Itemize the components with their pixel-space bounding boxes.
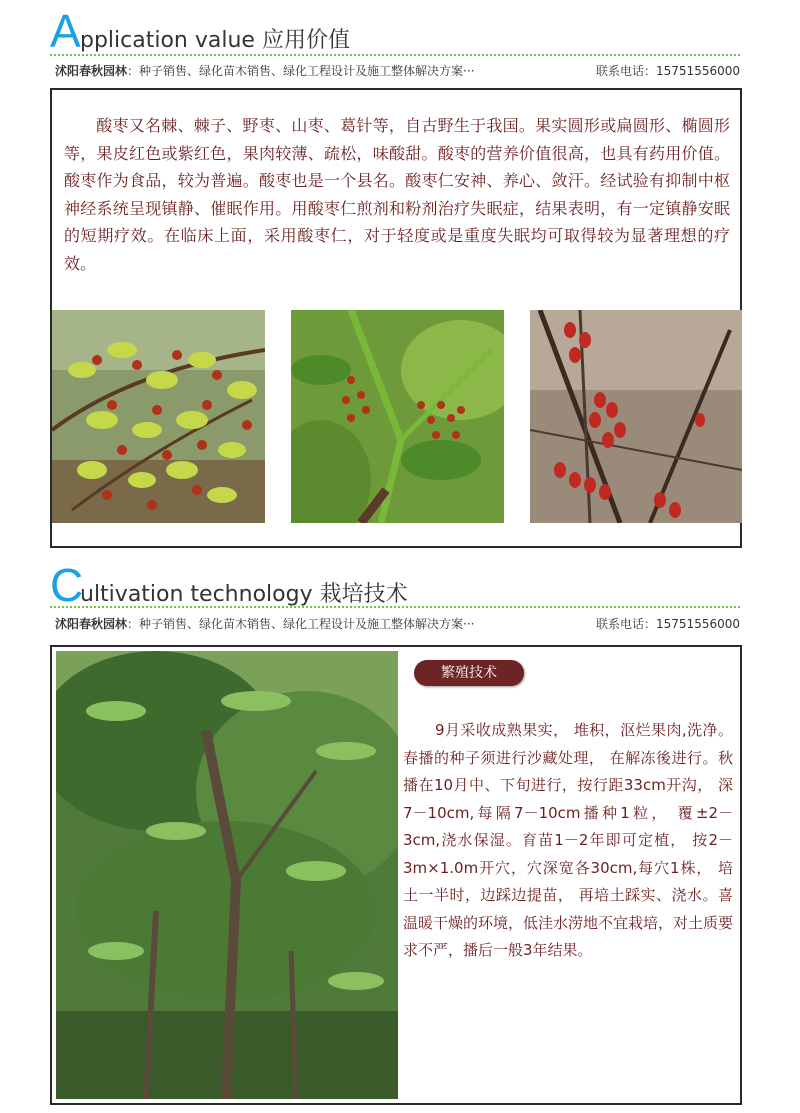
- jujube-branch-photo: [52, 310, 265, 523]
- cultivation-paragraph: [403, 717, 733, 965]
- dotted-divider: [50, 606, 740, 608]
- application-value-box: [50, 88, 742, 548]
- cultivation-box: [50, 645, 742, 1105]
- cultivation-text: 9月采收成熟果实， 堆积，沤烂果肉,洗净。春播的种子须进行沙藏处理， 在解冻後进行。秋播在10月中、下旬进行，按行距33cm开沟， 深7－10cm,每隔7－10cm播种1粒， 覆±2－3cm,浇水保湿。育苗1－2年即可定植， 按2－3m×1.0m开穴，穴深宽各30cm,每穴1株， 培土一半时，边踩边提苗， 再培土踩实、浇水。喜温暖干燥的环境，低洼水涝地不宜栽培，对土质要求不严，播后一般3年结果。: [403, 721, 734, 959]
- contact-phone: 联系电话：15751556000: [596, 617, 740, 631]
- company-services: ：种子销售、绿化苗木销售、绿化工程设计及施工整体解决方案···: [127, 617, 475, 631]
- section-header-cultivation: [50, 560, 740, 640]
- section-title: pplication value 应用价值: [80, 28, 350, 53]
- jujube-flower-photo: [291, 310, 504, 523]
- company-info-line: [55, 62, 740, 79]
- intro-paragraph: [64, 112, 730, 277]
- company-services: ：种子销售、绿化苗木销售、绿化工程设计及施工整体解决方案···: [127, 64, 475, 78]
- intro-text: 酸枣又名棘、棘子、野枣、山枣、葛针等，自古野生于我国。果实圆形或扁圆形、椭圆形等，果皮红色或紫红色，果肉较薄、疏松，味酸甜。酸枣的营养价值很高，也具有药用价值。酸枣作为食品，较为普遍。酸枣也是一个县名。酸枣仁安神、养心、敛汗。经试验有抑制中枢神经系统呈现镇静、催眠作用。用酸枣仁煎剂和粉剂治疗失眠症，结果表明，有一定镇静安眠的短期疗效。在临床上面，采用酸枣仁，对于轻度或是重度失眠均可取得较为显著理想的疗效。: [64, 116, 730, 273]
- propagation-badge: 繁殖技术: [414, 660, 524, 686]
- jujube-red-fruit-photo: [530, 310, 742, 523]
- company-name: 沭阳春秋园林: [55, 617, 128, 631]
- section-initial-letter: A: [50, 5, 81, 57]
- section-header-application: [50, 6, 740, 86]
- section-initial-letter: C: [50, 559, 84, 611]
- jujube-tree-photo: [56, 651, 398, 1099]
- contact-phone: 联系电话：15751556000: [596, 64, 740, 78]
- section-title: ultivation technology 栽培技术: [80, 582, 408, 607]
- company-name: 沭阳春秋园林: [55, 64, 128, 78]
- dotted-divider: [50, 54, 740, 56]
- company-info-line: [55, 615, 740, 632]
